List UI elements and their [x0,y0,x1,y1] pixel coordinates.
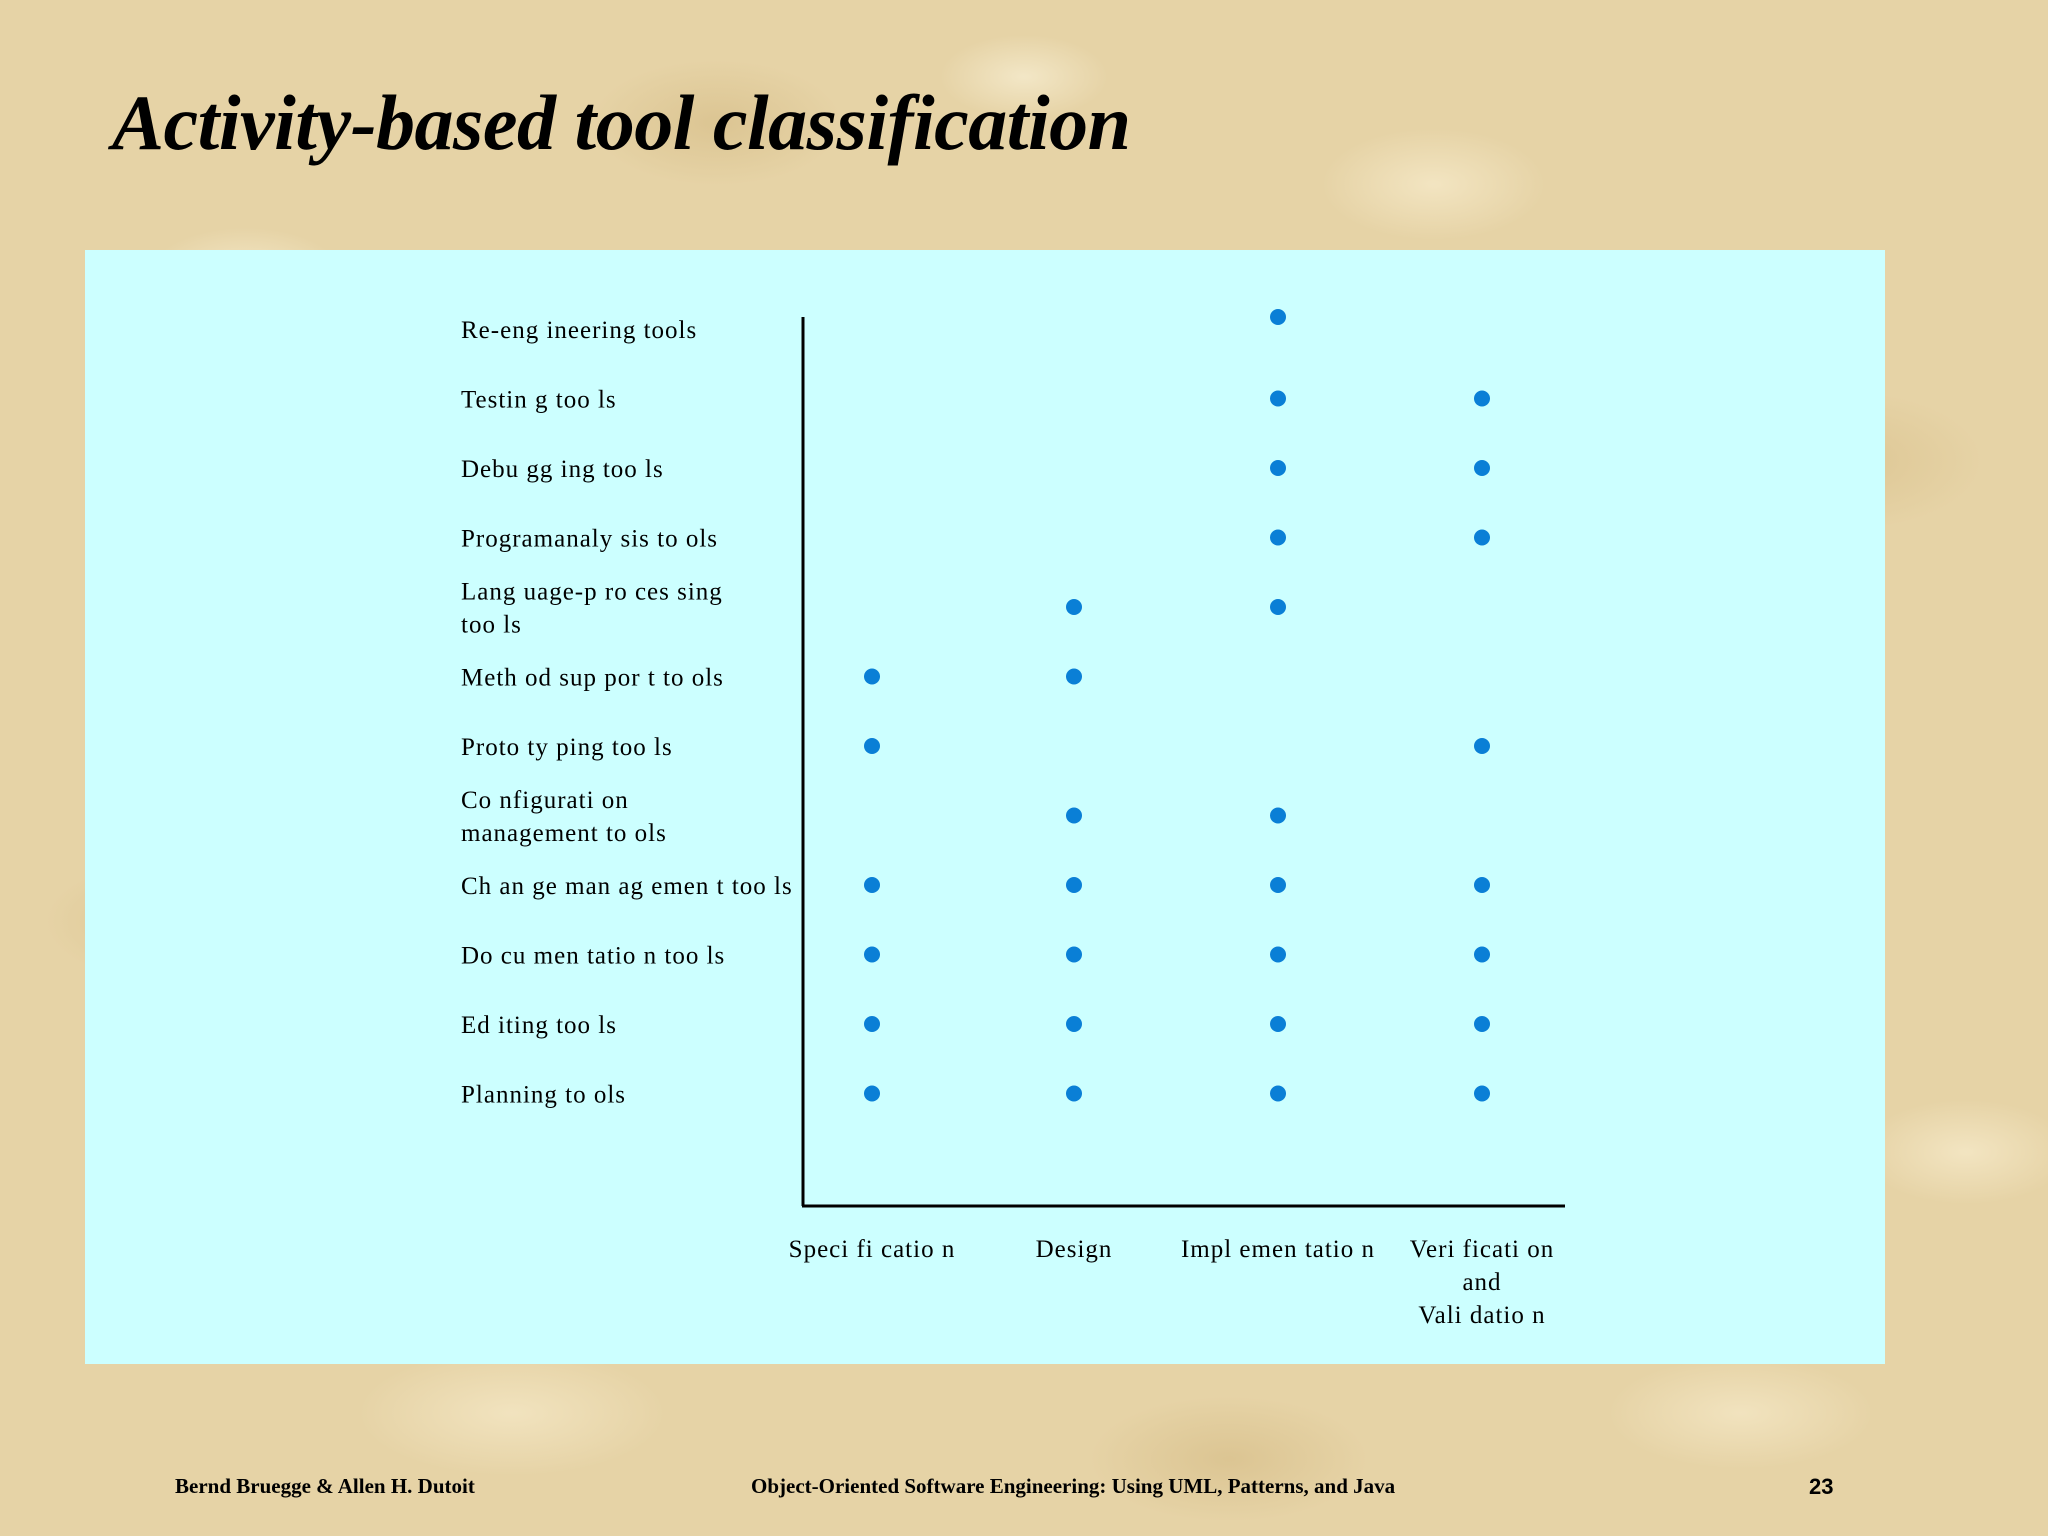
data-point [1270,599,1286,615]
data-point [1474,1086,1490,1102]
column-label: Veri ficati on and Vali datio n [1409,1236,1555,1329]
data-point [864,1086,880,1102]
data-point [864,1016,880,1032]
data-point [1270,1016,1286,1032]
tool-activity-chart [85,250,1885,1364]
row-label: Lang uage-p ro ces sing too ls [461,578,723,639]
data-point [1066,1016,1082,1032]
slide-title: Activity-based tool classification [112,79,1131,166]
data-point [864,877,880,893]
data-point [1270,947,1286,963]
column-label: Speci fi catio n [788,1236,956,1263]
chart-panel [85,250,1885,1364]
data-point [1066,808,1082,824]
data-point [1066,947,1082,963]
row-label: Debu gg ing too ls [461,456,664,483]
row-label: Re-eng ineering tools [461,317,698,344]
data-point [1270,309,1286,325]
row-label: Meth od sup por t to ols [461,664,724,692]
page-number: 23 [1809,1474,1834,1499]
data-point [1270,808,1286,824]
row-label: Testin g too ls [461,386,617,414]
data-point [1066,669,1082,685]
data-point [1474,1016,1490,1032]
row-label: Do cu men tatio n too ls [461,942,726,970]
data-point [1270,530,1286,546]
data-point [864,947,880,963]
row-label: Proto ty ping too ls [461,734,673,761]
data-point [1270,460,1286,476]
data-point [1474,530,1490,546]
data-point [1270,1086,1286,1102]
column-label: Impl emen tatio n [1180,1236,1376,1263]
data-point [1270,877,1286,893]
footer-authors: Bernd Bruegge & Allen H. Dutoit [175,1474,475,1498]
data-point [1066,877,1082,893]
data-point [1270,391,1286,407]
row-label: Planning to ols [461,1081,627,1109]
data-point [1066,599,1082,615]
row-label: Programanaly sis to ols [461,525,719,553]
row-label: Co nfigurati on management to ols [461,787,667,847]
data-point [864,669,880,685]
column-label: Design [1035,1236,1113,1263]
data-point [864,738,880,754]
footer-book-title: Object-Oriented Software Engineering: Using UML, Patterns, and Java [751,1474,1396,1498]
data-point [1474,391,1490,407]
row-label: Ch an ge man ag emen t too ls [461,873,793,900]
data-point [1474,947,1490,963]
data-point [1474,460,1490,476]
row-label: Ed iting too ls [461,1012,617,1039]
data-point [1474,738,1490,754]
data-point [1474,877,1490,893]
data-point [1066,1086,1082,1102]
